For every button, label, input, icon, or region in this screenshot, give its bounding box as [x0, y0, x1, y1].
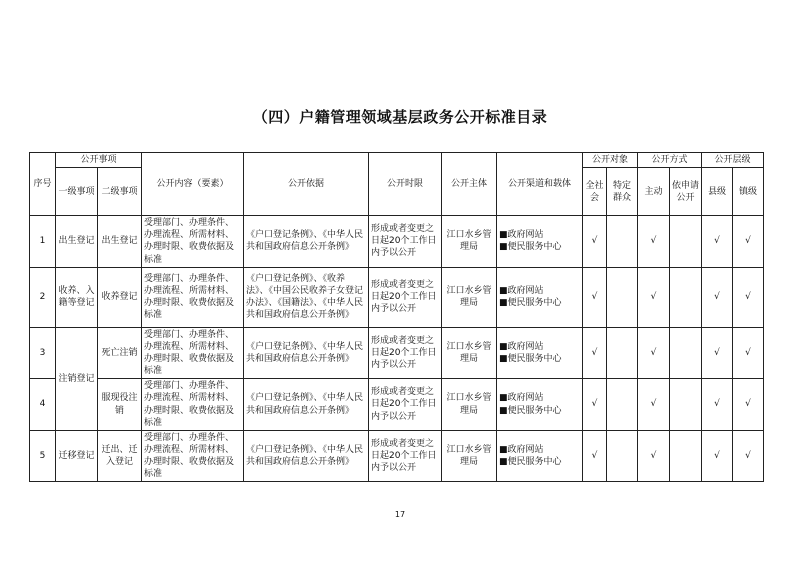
- cell-channel: [497, 267, 583, 327]
- cell-level2: 死亡注销: [98, 327, 142, 379]
- cell-level1: 注销登记: [56, 327, 98, 430]
- header-row-1: [30, 153, 764, 168]
- cell-content: 受理部门、办理条件、办理流程、所需材料、办理时限、收费依据及标准: [142, 379, 244, 431]
- header-level-county: 县级: [702, 168, 733, 216]
- cell-subject: 江口水乡管理局: [442, 267, 497, 327]
- header-basis: 公开依据: [244, 153, 369, 216]
- header-level2: 二级事项: [98, 168, 142, 216]
- cell-channel: [497, 379, 583, 431]
- check-active: √: [638, 267, 670, 327]
- cell-level1: 收养、入籍等登记: [56, 267, 98, 327]
- check-request: [670, 267, 702, 327]
- cell-basis: 《户口登记条例》、《中华人民共和国政府信息公开条例》: [244, 327, 369, 379]
- check-all: √: [583, 216, 607, 268]
- check-town: √: [733, 267, 764, 327]
- channel-website: ■政府网站: [499, 286, 544, 297]
- table-row: [30, 216, 764, 268]
- check-county: √: [702, 267, 733, 327]
- cell-subject: 江口水乡管理局: [442, 379, 497, 431]
- check-all: √: [583, 327, 607, 379]
- cell-channel: [497, 216, 583, 268]
- cell-level2: 迁出、迁入登记: [98, 430, 142, 482]
- cell-channel: [497, 430, 583, 482]
- header-content: 公开内容（要素）: [142, 153, 244, 216]
- cell-basis: 《户口登记条例》、《中华人民共和国政府信息公开条例》: [244, 216, 369, 268]
- check-active: √: [638, 327, 670, 379]
- table-row: [30, 379, 764, 431]
- cell-seq: 4: [30, 379, 56, 431]
- header-method-active: 主动: [638, 168, 670, 216]
- check-town: √: [733, 430, 764, 482]
- cell-level1: 出生登记: [56, 216, 98, 268]
- check-county: √: [702, 216, 733, 268]
- check-town: √: [733, 327, 764, 379]
- channel-service-center: ■便民服务中心: [499, 242, 562, 253]
- cell-seq: 5: [30, 430, 56, 482]
- page-number: 17: [394, 510, 406, 519]
- check-town: √: [733, 216, 764, 268]
- channel-service-center: ■便民服务中心: [499, 298, 562, 309]
- check-active: √: [638, 216, 670, 268]
- page-title: （四）户籍管理领域基层政务公开标准目录: [252, 108, 548, 126]
- cell-level2: 收养登记: [98, 267, 142, 327]
- header-method: 公开方式: [638, 153, 702, 168]
- cell-content: 受理部门、办理条件、办理流程、所需材料、办理时限、收费依据及标准: [142, 327, 244, 379]
- table-row: [30, 430, 764, 482]
- check-county: √: [702, 379, 733, 431]
- header-matter: 公开事项: [56, 153, 142, 168]
- cell-time: 形成或者变更之日起20个工作日内予以公开: [369, 430, 442, 482]
- check-all: √: [583, 430, 607, 482]
- cell-subject: 江口水乡管理局: [442, 327, 497, 379]
- channel-service-center: ■便民服务中心: [499, 405, 562, 416]
- check-specific: [607, 379, 638, 431]
- check-county: √: [702, 430, 733, 482]
- catalog-table: [29, 152, 764, 482]
- check-specific: [607, 327, 638, 379]
- channel-website: ■政府网站: [499, 230, 544, 241]
- cell-subject: 江口水乡管理局: [442, 430, 497, 482]
- cell-channel: [497, 327, 583, 379]
- header-method-request: 依申请公开: [670, 168, 702, 216]
- header-target-all: 全社会: [583, 168, 607, 216]
- cell-time: 形成或者变更之日起20个工作日内予以公开: [369, 379, 442, 431]
- check-request: [670, 430, 702, 482]
- cell-seq: 3: [30, 327, 56, 379]
- header-level-town: 镇级: [733, 168, 764, 216]
- cell-basis: 《户口登记条例》、《中华人民共和国政府信息公开条例》: [244, 379, 369, 431]
- header-level: 公开层级: [702, 153, 764, 168]
- check-specific: [607, 430, 638, 482]
- check-request: [670, 327, 702, 379]
- cell-time: 形成或者变更之日起20个工作日内予以公开: [369, 327, 442, 379]
- header-time: 公开时限: [369, 153, 442, 216]
- table-row: [30, 327, 764, 379]
- header-seq: 序号: [30, 153, 56, 216]
- table-row: [30, 267, 764, 327]
- header-target-specific: 特定群众: [607, 168, 638, 216]
- check-active: √: [638, 379, 670, 431]
- channel-website: ■政府网站: [499, 444, 544, 455]
- check-active: √: [638, 430, 670, 482]
- cell-level2: 出生登记: [98, 216, 142, 268]
- check-all: √: [583, 379, 607, 431]
- check-all: √: [583, 267, 607, 327]
- channel-website: ■政府网站: [499, 341, 544, 352]
- cell-content: 受理部门、办理条件、办理流程、所需材料、办理时限、收费依据及标准: [142, 430, 244, 482]
- cell-content: 受理部门、办理条件、办理流程、所需材料、办理时限、收费依据及标准: [142, 267, 244, 327]
- header-channel: 公开渠道和载体: [497, 153, 583, 216]
- cell-content: 受理部门、办理条件、办理流程、所需材料、办理时限、收费依据及标准: [142, 216, 244, 268]
- cell-level1: 迁移登记: [56, 430, 98, 482]
- channel-website: ■政府网站: [499, 393, 544, 404]
- cell-subject: 江口水乡管理局: [442, 216, 497, 268]
- check-request: [670, 216, 702, 268]
- channel-service-center: ■便民服务中心: [499, 457, 562, 468]
- cell-time: 形成或者变更之日起20个工作日内予以公开: [369, 267, 442, 327]
- check-specific: [607, 267, 638, 327]
- cell-seq: 2: [30, 267, 56, 327]
- cell-time: 形成或者变更之日起20个工作日内予以公开: [369, 216, 442, 268]
- header-level1: 一级事项: [56, 168, 98, 216]
- cell-level2: 服现役注销: [98, 379, 142, 431]
- cell-basis: 《户口登记条例》、《收养法》、《中国公民收养子女登记办法》、《国籍法》、《中华人民共和国政府信息公开条例》: [244, 267, 369, 327]
- check-specific: [607, 216, 638, 268]
- channel-service-center: ■便民服务中心: [499, 353, 562, 364]
- check-county: √: [702, 327, 733, 379]
- check-request: [670, 379, 702, 431]
- cell-basis: 《户口登记条例》、《中华人民共和国政府信息公开条例》: [244, 430, 369, 482]
- check-town: √: [733, 379, 764, 431]
- header-subject: 公开主体: [442, 153, 497, 216]
- header-target: 公开对象: [583, 153, 638, 168]
- cell-seq: 1: [30, 216, 56, 268]
